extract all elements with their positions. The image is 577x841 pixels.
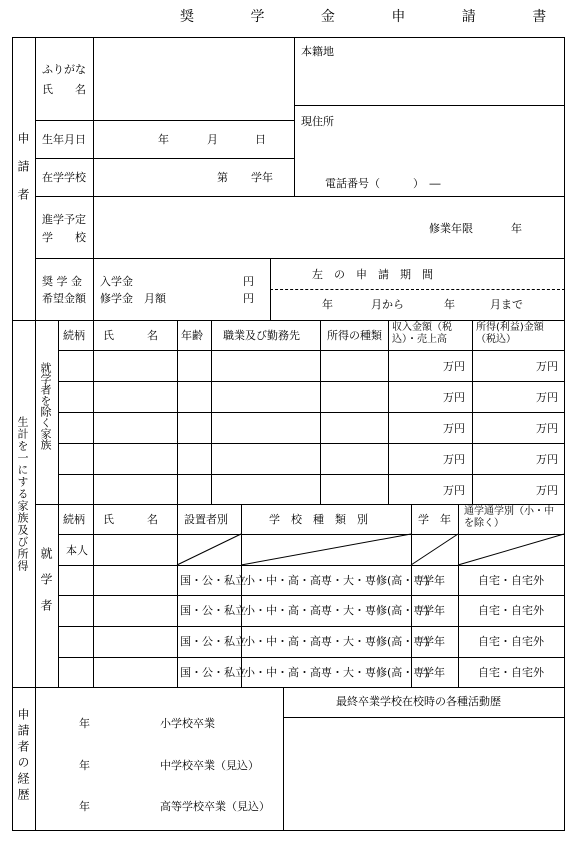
next-school-label-1: 進学予定 (42, 213, 86, 226)
student-header-school-type: 学 校 種 類 別 (269, 513, 368, 526)
period-from: 月から (371, 298, 404, 311)
phone-label: 電話番号（ ） ― (325, 177, 441, 190)
commute-options: 自宅・自宅外 (478, 574, 544, 587)
profit-unit: 万円 (536, 360, 558, 373)
history-elementary: 小学校卒業 (160, 717, 215, 730)
activities-header: 最終卒業学校在校時の各種活動歴 (336, 695, 501, 708)
income-unit: 万円 (443, 484, 465, 497)
family-header-income-type: 所得の種類 (327, 329, 382, 342)
grade-prefix: 第 (217, 171, 228, 184)
founder-option: 国・公・私立 (180, 604, 246, 617)
birth-month: 月 (207, 133, 218, 146)
self-label: 本人 (66, 544, 88, 557)
income-unit: 万円 (443, 453, 465, 466)
side-label-students: 就学者 (39, 547, 53, 625)
profit-unit: 万円 (536, 422, 558, 435)
student-header-commute: 通学通学別（小・中を除く） (464, 506, 554, 529)
school-type-options: 小・中・高・高専・大・専修(高・専) (244, 666, 429, 679)
side-label-history: 申請者の経歴 (16, 708, 30, 804)
period-year: 年 (322, 298, 333, 311)
family-header-profit: 所得(利益)金額（税込） (476, 322, 544, 345)
term-label: 修業年限 (429, 222, 473, 235)
grade-label: 学年 (423, 574, 445, 587)
rule (283, 687, 284, 831)
rule (283, 717, 565, 718)
history-junior: 中学校卒業（見込） (160, 759, 259, 772)
yen-unit: 円 (243, 275, 254, 288)
tuition-label: 修学金 月額 (100, 292, 166, 305)
furigana-label: ふりがな (42, 63, 86, 76)
founder-option: 国・公・私立 (180, 666, 246, 679)
school-label: 在学学校 (42, 171, 86, 184)
side-label-household: 生計を一にする家族及び所得 (16, 416, 29, 572)
student-header-name: 氏 名 (103, 513, 158, 526)
student-header-relation: 続柄 (63, 513, 85, 526)
grade-label: 学年 (423, 666, 445, 679)
founder-option: 国・公・私立 (180, 635, 246, 648)
commute-options: 自宅・自宅外 (478, 666, 544, 679)
family-header-job: 職業及び勤務先 (223, 329, 300, 342)
period-label: 左 の 申 請 期 間 (312, 268, 433, 281)
family-header-name: 氏 名 (103, 329, 158, 342)
scholarship-label-1: 奨 学 金 (42, 275, 82, 288)
family-header-age: 年齢 (181, 329, 203, 342)
grade-suffix: 学年 (251, 171, 273, 184)
yen-unit: 円 (243, 292, 254, 305)
birth-year: 年 (158, 133, 169, 146)
scholarship-label-2: 希望金額 (42, 292, 86, 305)
income-unit: 万円 (443, 360, 465, 373)
side-label-family: 就学者を除く家族 (39, 362, 52, 450)
income-unit: 万円 (443, 391, 465, 404)
school-type-options: 小・中・高・高専・大・専修(高・専) (244, 574, 429, 587)
student-header-founder: 設置者別 (184, 513, 228, 526)
family-header-relation: 続柄 (63, 329, 85, 342)
side-label-applicant: 申請者 (16, 132, 30, 216)
profit-unit: 万円 (536, 453, 558, 466)
school-type-options: 小・中・高・高専・大・専修(高・専) (244, 604, 429, 617)
school-type-options: 小・中・高・高専・大・専修(高・専) (244, 635, 429, 648)
history-year-1: 年 (79, 717, 90, 730)
genjusho-label: 現住所 (301, 115, 334, 128)
history-year-3: 年 (79, 800, 90, 813)
commute-options: 自宅・自宅外 (478, 635, 544, 648)
birth-day: 日 (255, 133, 266, 146)
history-year-2: 年 (79, 759, 90, 772)
birth-label: 生年月日 (42, 133, 86, 146)
income-unit: 万円 (443, 422, 465, 435)
grade-label: 学年 (423, 635, 445, 648)
history-high: 高等学校卒業（見込） (160, 800, 270, 813)
period-to: 月まで (490, 298, 523, 311)
family-header-income: 収入金額（税込）・売上高 (392, 322, 452, 345)
profit-unit: 万円 (536, 391, 558, 404)
grade-label: 学年 (423, 604, 445, 617)
next-school-label-2: 学 校 (42, 231, 86, 244)
commute-options: 自宅・自宅外 (478, 604, 544, 617)
period-year: 年 (444, 298, 455, 311)
term-year: 年 (511, 222, 522, 235)
profit-unit: 万円 (536, 484, 558, 497)
honseki-label: 本籍地 (301, 45, 334, 58)
name-label: 氏 名 (42, 83, 86, 96)
form-title: 奨 学 金 申 請 書 (180, 9, 573, 25)
enroll-label: 入学金 (100, 275, 133, 288)
student-header-grade: 学 年 (418, 513, 451, 526)
founder-option: 国・公・私立 (180, 574, 246, 587)
